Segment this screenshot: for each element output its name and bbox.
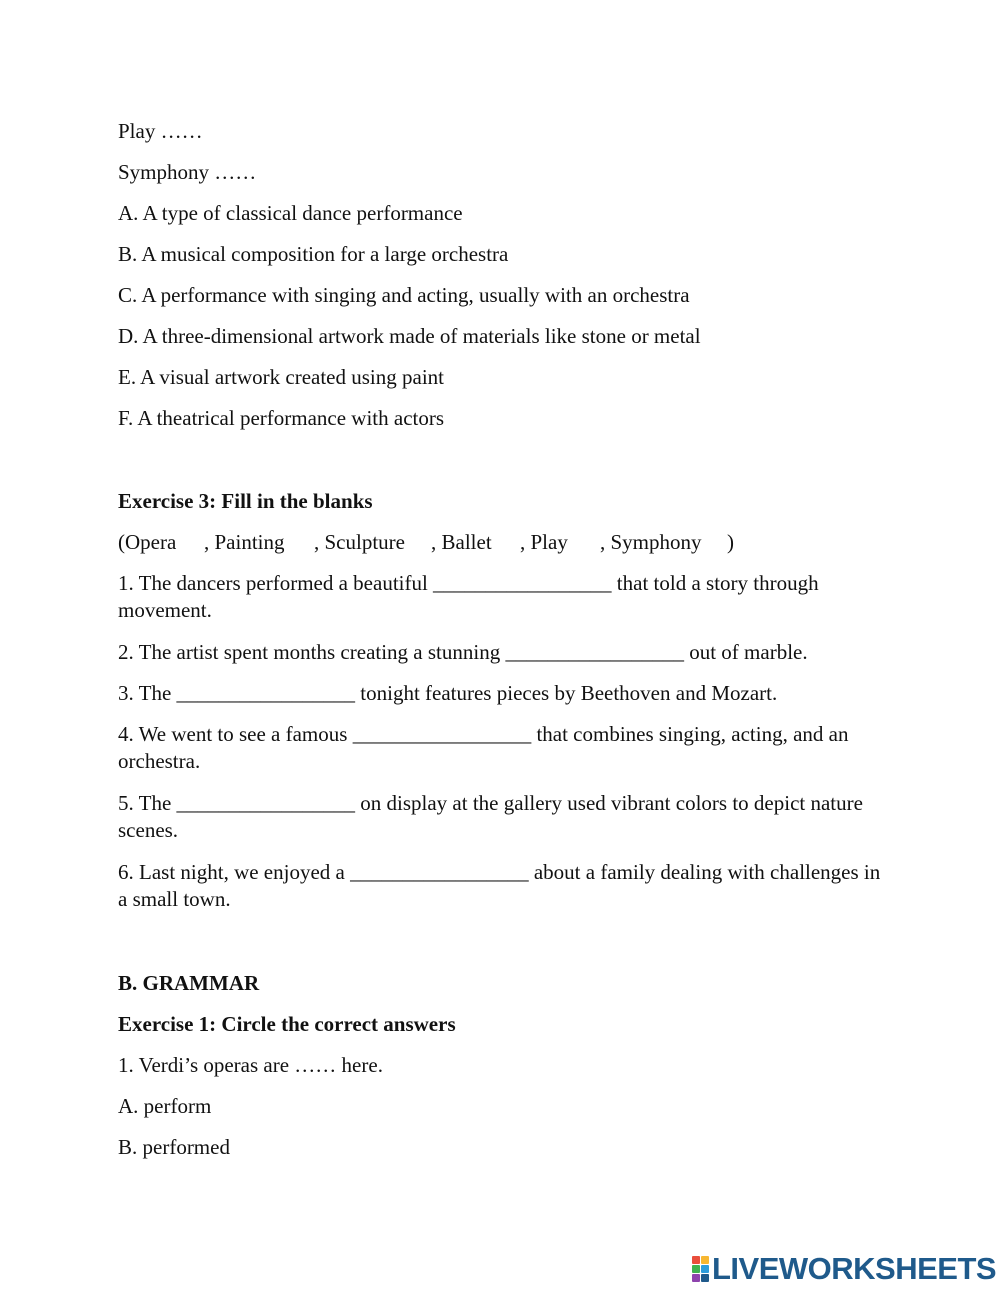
logo-block	[692, 1265, 700, 1273]
logo-block	[701, 1256, 709, 1264]
word-bank-word: , Symphony	[600, 530, 702, 554]
matching-option-d: D. A three-dimensional artwork made of materials like stone or metal	[118, 324, 701, 348]
matching-option-f: F. A theatrical performance with actors	[118, 406, 445, 430]
word-bank-open: (Opera	[118, 530, 177, 554]
exercise3-question-5: 5. The _________________ on display at the gallery used vibrant colors to depict nature scenes.	[118, 791, 863, 842]
logo-block	[701, 1274, 709, 1282]
logo-block	[692, 1256, 700, 1264]
word-bank-word: , Play	[520, 530, 568, 554]
word-bank-word: , Ballet	[431, 530, 492, 554]
grammar-question-1: 1. Verdi’s operas are …… here.	[118, 1053, 383, 1077]
matching-option-a: A. A type of classical dance performance	[118, 201, 463, 225]
word-bank	[118, 529, 888, 556]
logo-block	[692, 1274, 700, 1282]
exercise3-question-2: 2. The artist spent months creating a stunning _________________ out of marble.	[118, 640, 808, 664]
logo-block	[701, 1265, 709, 1273]
exercise3-question-3: 3. The _________________ tonight features pieces by Beethoven and Mozart.	[118, 681, 778, 705]
matching-option-b: B. A musical composition for a large orchestra	[118, 242, 509, 266]
grammar-option-a: A. perform	[118, 1094, 212, 1118]
word-bank-close: )	[727, 530, 734, 554]
matching-option-e: E. A visual artwork created using paint	[118, 365, 445, 389]
matching-item-symphony: Symphony ……	[118, 160, 257, 184]
liveworksheets-logo	[692, 1253, 996, 1285]
grammar-section-title: B. GRAMMAR	[118, 971, 260, 995]
grammar-option-b: B. performed	[118, 1135, 230, 1159]
liveworksheets-logo-icon	[692, 1256, 709, 1282]
exercise3-question-6: 6. Last night, we enjoyed a _________________ about a family dealing with challenges in a small town.	[118, 860, 881, 911]
logo-text: LIVEWORKSHEETS	[712, 1251, 997, 1286]
exercise3-title: Exercise 3: Fill in the blanks	[118, 489, 373, 513]
word-bank-word: , Painting	[204, 530, 285, 554]
exercise3-question-1: 1. The dancers performed a beautiful _________________ that told a story through movement.	[118, 571, 819, 622]
exercise3-question-4: 4. We went to see a famous _________________ that combines singing, acting, and an orchestra.	[118, 722, 849, 773]
word-bank-word: , Sculpture	[314, 530, 405, 554]
matching-option-c: C. A performance with singing and acting, usually with an orchestra	[118, 283, 690, 307]
matching-item-play: Play ……	[118, 119, 203, 143]
grammar-exercise1-title: Exercise 1: Circle the correct answers	[118, 1012, 456, 1036]
